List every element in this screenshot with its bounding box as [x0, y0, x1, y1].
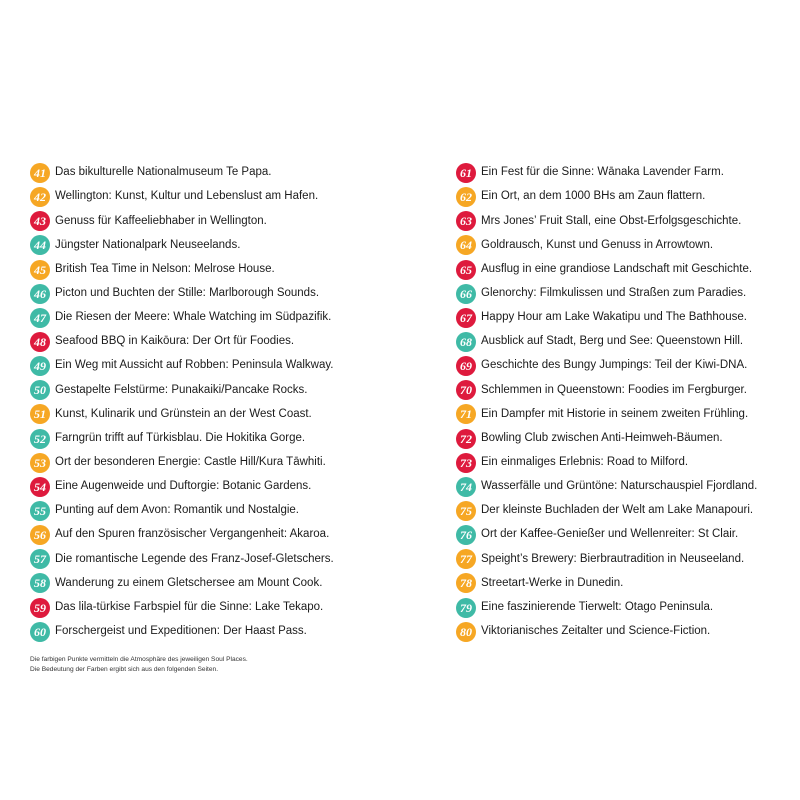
item-title: Punting auf dem Avon: Romantik und Nostalgie. [55, 504, 299, 517]
number-badge: 59 [30, 598, 50, 618]
number-badge: 70 [456, 380, 476, 400]
number-badge: 61 [456, 163, 476, 183]
number-badge: 60 [30, 622, 50, 642]
number-badge: 45 [30, 260, 50, 280]
item-title: Glenorchy: Filmkulissen und Straßen zum Paradies. [481, 287, 747, 300]
item-title: Eine faszinierende Tierwelt: Otago Peninsula. [481, 600, 714, 613]
list-item [30, 354, 334, 378]
list-item [456, 620, 757, 644]
item-title: Ein Ort, an dem 1000 BHs am Zaun flattern. [481, 190, 706, 203]
list-item [456, 402, 757, 426]
item-title: Wellington: Kunst, Kultur und Lebenslust am Hafen. [55, 190, 319, 203]
number-badge: 56 [30, 525, 50, 545]
item-title: Auf den Spuren französischer Vergangenheit: Akaroa. [55, 528, 330, 541]
list-item [30, 523, 334, 547]
number-badge: 64 [456, 235, 476, 255]
list-item [456, 451, 757, 475]
item-title: Kunst, Kulinarik und Grünstein an der West Coast. [55, 407, 312, 420]
item-title: Goldrausch, Kunst und Genuss in Arrowtown. [481, 238, 714, 251]
left-column [30, 161, 334, 644]
list-item [30, 547, 334, 571]
list-item [456, 571, 757, 595]
item-title: Farngrün trifft auf Türkisblau. Die Hokitika Gorge. [55, 431, 306, 444]
item-title: Ausblick auf Stadt, Berg und See: Queenstown Hill. [481, 335, 744, 348]
item-title: Der kleinste Buchladen der Welt am Lake Manapouri. [481, 504, 754, 517]
item-title: Die romantische Legende des Franz-Josef-Gletschers. [55, 552, 334, 565]
number-badge: 74 [456, 477, 476, 497]
item-title: Wanderung zu einem Gletschersee am Mount Cook. [55, 576, 323, 589]
list-item [456, 523, 757, 547]
list-item [456, 330, 757, 354]
number-badge: 71 [456, 404, 476, 424]
list-item [30, 185, 334, 209]
list-item [30, 161, 334, 185]
list-item [456, 233, 757, 257]
item-title: Forschergeist und Expeditionen: Der Haast Pass. [55, 624, 307, 637]
item-title: Ein Fest für die Sinne: Wānaka Lavender Farm. [481, 166, 724, 179]
number-badge: 66 [456, 284, 476, 304]
number-badge: 62 [456, 187, 476, 207]
list-item [30, 620, 334, 644]
list-item [456, 258, 757, 282]
list-item [456, 161, 757, 185]
number-badge: 46 [30, 284, 50, 304]
footnote-line-1: Die farbigen Punkte vermitteln die Atmosphäre des jeweiligen Soul Places. [30, 656, 248, 663]
list-item [30, 306, 334, 330]
list-item [456, 306, 757, 330]
number-badge: 57 [30, 549, 50, 569]
number-badge: 44 [30, 235, 50, 255]
list-item [30, 499, 334, 523]
item-title: Bowling Club zwischen Anti-Heimweh-Bäumen. [481, 431, 723, 444]
number-badge: 77 [456, 549, 476, 569]
list-item [30, 427, 334, 451]
list-item [30, 596, 334, 620]
number-badge: 80 [456, 622, 476, 642]
item-title: Jüngster Nationalpark Neuseelands. [55, 238, 241, 251]
list-item [456, 499, 757, 523]
list-item [30, 330, 334, 354]
list-item [30, 258, 334, 282]
item-title: Picton und Buchten der Stille: Marlborough Sounds. [55, 287, 320, 300]
list-item [456, 185, 757, 209]
item-title: Ort der besonderen Energie: Castle Hill/Kura Tāwhiti. [55, 456, 326, 468]
list-item [30, 233, 334, 257]
number-badge: 48 [30, 332, 50, 352]
number-badge: 72 [456, 429, 476, 449]
item-title: Ausflug in eine grandiose Landschaft mit Geschichte. [481, 262, 753, 275]
number-badge: 47 [30, 308, 50, 328]
item-title: Viktorianisches Zeitalter und Science-Fiction. [481, 624, 711, 637]
item-title: Wasserfälle und Grüntöne: Naturschauspiel Fjordland. [481, 480, 758, 493]
number-badge: 50 [30, 380, 50, 400]
number-badge: 79 [456, 598, 476, 618]
number-badge: 75 [456, 501, 476, 521]
item-title: Ort der Kaffee-Genießer und Wellenreiter: St Clair. [481, 528, 739, 541]
list-item [30, 282, 334, 306]
list-item [30, 209, 334, 233]
number-badge: 54 [30, 477, 50, 497]
item-title: Das lila-türkise Farbspiel für die Sinne: Lake Tekapo. [55, 600, 324, 613]
item-title: Die Riesen der Meere: Whale Watching im Südpazifik. [55, 311, 332, 324]
list-item [456, 475, 757, 499]
footnote [30, 655, 248, 675]
list-item [30, 571, 334, 595]
number-badge: 55 [30, 501, 50, 521]
item-title: Geschichte des Bungy Jumpings: Teil der Kiwi-DNA. [481, 359, 748, 372]
item-title: Ein einmaliges Erlebnis: Road to Milford. [481, 456, 689, 468]
number-badge: 43 [30, 211, 50, 231]
item-title: Genuss für Kaffeeliebhaber in Wellington. [55, 214, 267, 227]
list-item [30, 402, 334, 426]
list-item [456, 596, 757, 620]
item-title: Ein Weg mit Aussicht auf Robben: Peninsula Walkway. [55, 359, 334, 372]
list-item [30, 378, 334, 402]
number-badge: 67 [456, 308, 476, 328]
item-title: Happy Hour am Lake Wakatipu und The Bathhouse. [481, 311, 747, 324]
number-badge: 76 [456, 525, 476, 545]
right-column [456, 161, 757, 644]
item-title: Eine Augenweide und Duftorgie: Botanic Gardens. [55, 480, 312, 493]
item-title: Gestapelte Felstürme: Punakaiki/Pancake Rocks. [55, 383, 308, 396]
item-title: Ein Dampfer mit Historie in seinem zweiten Frühling. [481, 407, 749, 420]
footnote-line-2: Die Bedeutung der Farben ergibt sich aus den folgenden Seiten. [30, 666, 219, 673]
number-badge: 58 [30, 573, 50, 593]
number-badge: 53 [30, 453, 50, 473]
item-title: Streetart-Werke in Dunedin. [481, 576, 624, 589]
number-badge: 41 [30, 163, 50, 183]
number-badge: 63 [456, 211, 476, 231]
item-title: Speight’s Brewery: Bierbrautradition in Neuseeland. [481, 552, 745, 565]
list-item [456, 427, 757, 451]
item-title: Seafood BBQ in Kaikōura: Der Ort für Foodies. [55, 335, 295, 348]
number-badge: 49 [30, 356, 50, 376]
number-badge: 65 [456, 260, 476, 280]
number-badge: 69 [456, 356, 476, 376]
number-badge: 51 [30, 404, 50, 424]
list-item [456, 209, 757, 233]
item-title: Das bikulturelle Nationalmuseum Te Papa. [55, 166, 272, 179]
number-badge: 68 [456, 332, 476, 352]
item-title: Schlemmen in Queenstown: Foodies im Fergburger. [481, 383, 747, 396]
number-badge: 52 [30, 429, 50, 449]
list-item [30, 451, 334, 475]
list-item [456, 282, 757, 306]
number-badge: 42 [30, 187, 50, 207]
number-badge: 78 [456, 573, 476, 593]
list-item [456, 547, 757, 571]
item-title: British Tea Time in Nelson: Melrose House. [55, 262, 275, 275]
number-badge: 73 [456, 453, 476, 473]
item-title: Mrs Jones’ Fruit Stall, eine Obst-Erfolgsgeschichte. [481, 214, 742, 227]
list-item [30, 475, 334, 499]
list-item [456, 378, 757, 402]
list-item [456, 354, 757, 378]
